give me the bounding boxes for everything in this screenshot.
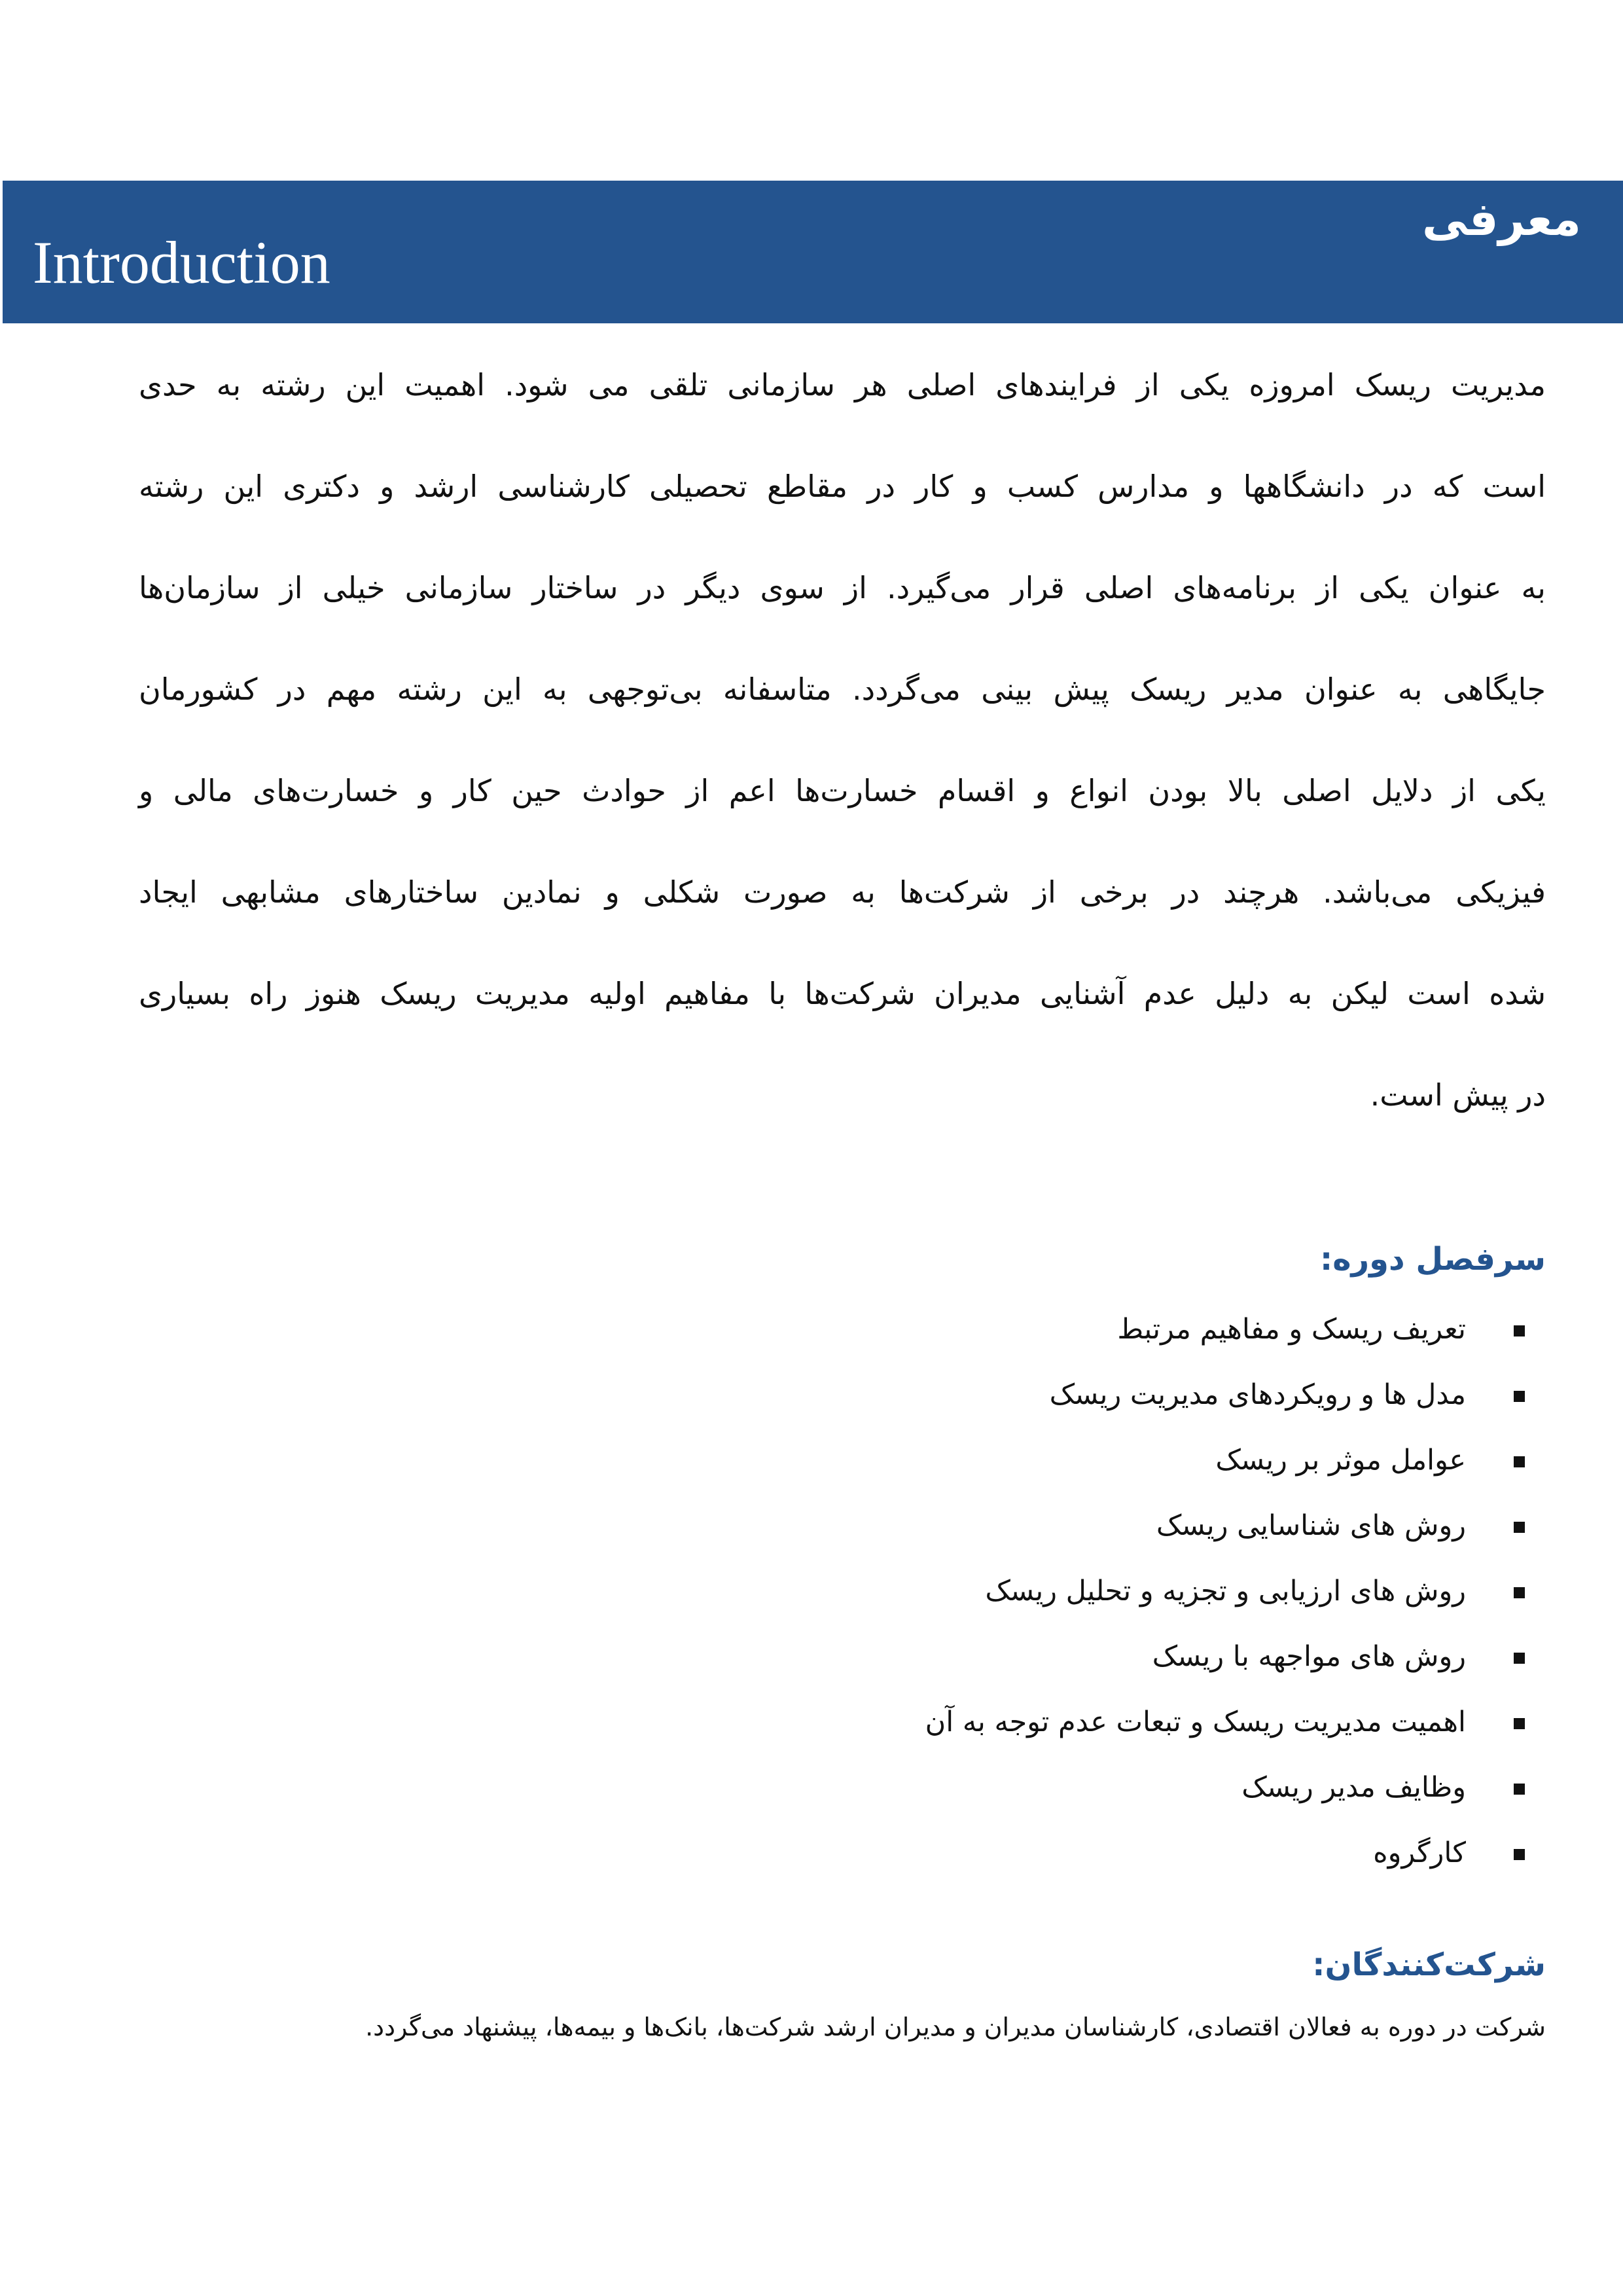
list-item-label: اهمیت مدیریت ریسک و تبعات عدم توجه به آن	[925, 1706, 1466, 1738]
square-bullet-icon	[1514, 1325, 1525, 1336]
list-item-label: کارگروه	[1373, 1837, 1466, 1869]
outline-title: سرفصل دوره:	[1320, 1241, 1546, 1278]
intro-line: یکی از دلایل اصلی بالا بودن انواع و اقسام خسارت‌ها اعم از حوادث حین کار و خسارت‌های مالی و	[139, 773, 1546, 808]
outline-list	[281, 1313, 1525, 1905]
square-bullet-icon	[1514, 1522, 1525, 1533]
header-title-fa: معرفی	[1421, 192, 1581, 246]
list-item	[281, 1509, 1525, 1577]
square-bullet-icon	[1514, 1587, 1525, 1598]
square-bullet-icon	[1514, 1391, 1525, 1402]
list-item	[281, 1771, 1525, 1839]
header-title-en: Introduction	[33, 229, 330, 296]
list-item	[281, 1839, 1525, 1905]
intro-line: شده است لیکن به دلیل عدم آشنایی مدیران شرکت‌ها با مفاهیم اولیه مدیریت ریسک هنوز راه بسیاری	[139, 976, 1546, 1011]
list-item	[281, 1708, 1525, 1774]
intro-line: مدیریت ریسک امروزه یکی از فرایندهای اصلی هر سازمانی تلقی می شود. اهمیت این رشته به حدی	[139, 367, 1546, 403]
square-bullet-icon	[1514, 1653, 1525, 1664]
list-item-label: وظایف مدیر ریسک	[1241, 1771, 1466, 1804]
square-bullet-icon	[1514, 1784, 1525, 1795]
list-item	[281, 1446, 1525, 1512]
intro-line: در پیش است.	[1370, 1077, 1546, 1113]
intro-line: جایگاهی به عنوان مدیر ریسک پیش بینی می‌گردد. متاسفانه بی‌توجهی به این رشته مهم در کشورمان	[139, 672, 1546, 707]
list-item	[281, 1378, 1525, 1446]
square-bullet-icon	[1514, 1718, 1525, 1729]
list-item-label: روش های شناسایی ریسک	[1156, 1509, 1466, 1542]
intro-line: به عنوان یکی از برنامه‌های اصلی قرار می‌گیرد. از سوی دیگر در ساختار سازمانی خیلی از سازمان‌ها	[139, 570, 1546, 605]
intro-line: است که در دانشگاهها و مدارس کسب و کار در مقاطع تحصیلی کارشناسی ارشد و دکتری این رشته	[139, 469, 1546, 504]
list-item	[281, 1640, 1525, 1708]
list-item-label: عوامل موثر بر ریسک	[1215, 1444, 1466, 1477]
intro-line: فیزیکی می‌باشد. هرچند در برخی از شرکت‌ها به صورت شکلی و نمادین ساختارهای مشابهی ایجاد	[139, 874, 1546, 910]
participants-text: شرکت در دوره به فعالان اقتصادی، کارشناسان مدیران و مدیران ارشد شرکت‌ها، بانک‌ها و بیمه‌ها، پیشنهاد می‌گردد.	[365, 2013, 1546, 2041]
list-item-label: مدل ها و رویکردهای مدیریت ریسک	[1049, 1378, 1466, 1411]
list-item-label: روش های مواجهه با ریسک	[1152, 1640, 1466, 1673]
square-bullet-icon	[1514, 1456, 1525, 1467]
list-item	[281, 1313, 1525, 1381]
square-bullet-icon	[1514, 1849, 1525, 1860]
list-item	[281, 1577, 1525, 1643]
participants-title: شرکت‌کنندگان:	[1312, 1946, 1546, 1983]
list-item-label: تعریف ریسک و مفاهیم مرتبط	[1117, 1313, 1466, 1346]
list-item-label: روش های ارزیابی و تجزیه و تحلیل ریسک	[985, 1575, 1466, 1607]
